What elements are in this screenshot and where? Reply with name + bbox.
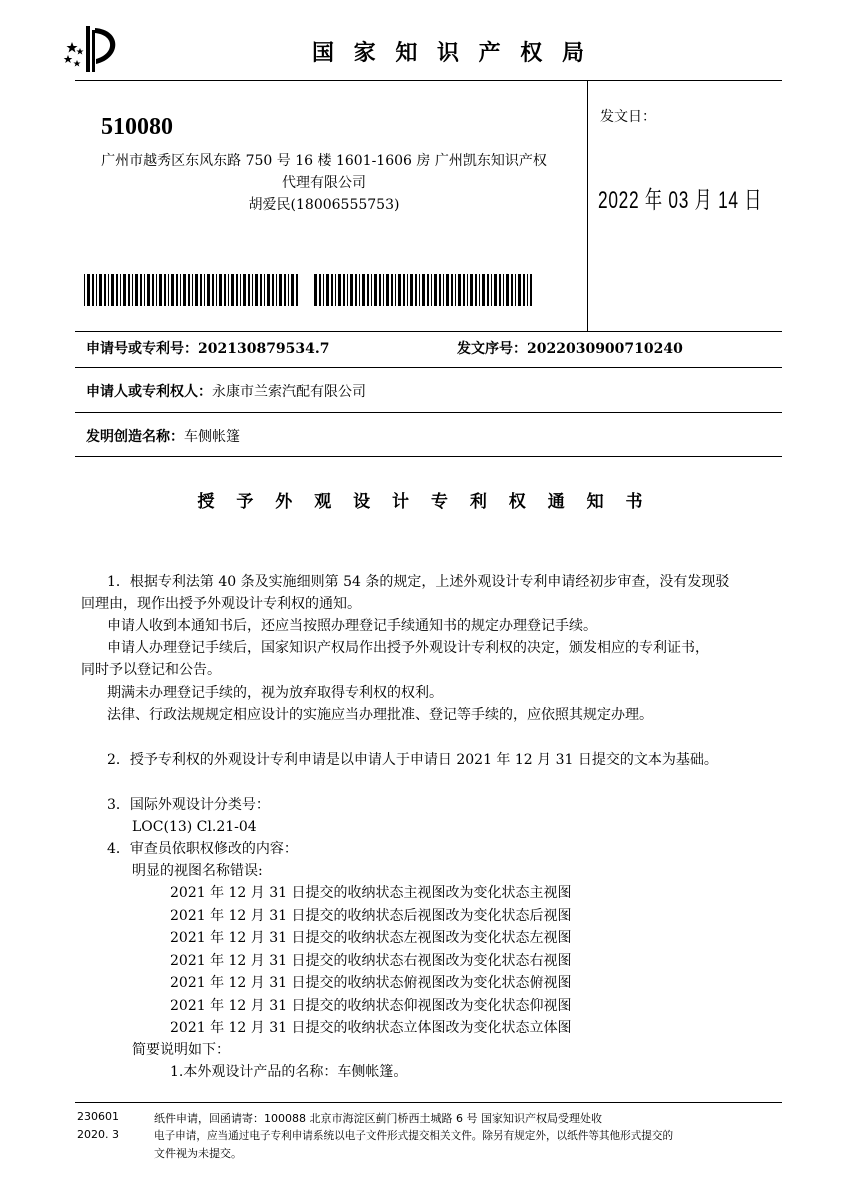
body-p1-line6: 期满未办理登记手续的，视为放弃取得专利权的权利。 <box>107 685 443 701</box>
correction-item: 2021 年 12 月 31 日提交的收纳状态俯视图改为变化状态俯视图 <box>170 975 572 991</box>
body-p1-line1: 1．根据专利法第 40 条及实施细则第 54 条的规定，上述外观设计专利申请经初步审查，没有发现驳 <box>107 574 730 590</box>
application-number-value: 202130879534.7 <box>198 341 330 357</box>
body-p1-line3: 申请人收到本通知书后，还应当按照办理登记手续通知书的规定办理登记手续。 <box>107 618 597 634</box>
barcode-left <box>84 274 298 306</box>
fields-rule-4 <box>75 456 782 457</box>
serial-number <box>457 338 683 358</box>
brief-item: 1.本外观设计产品的名称：车侧帐篷。 <box>170 1064 408 1080</box>
classification-value: LOC(13) Cl.21-04 <box>132 819 257 835</box>
body-p1-line7: 法律、行政法规规定相应设计的实施应当办理批准、登记等手续的，应依照其规定办理。 <box>107 707 653 723</box>
footer-code-2: 2020. 3 <box>77 1128 119 1141</box>
header-top-rule <box>75 80 782 81</box>
body-p2: 2．授予专利权的外观设计专利申请是以申请人于申请日 2021 年 12 月 31 日提交的文本为基础。 <box>107 752 718 768</box>
correction-item: 2021 年 12 月 31 日提交的收纳状态右视图改为变化状态右视图 <box>170 952 572 969</box>
body-p1-line4: 申请人办理登记手续后，国家知识产权局作出授予外观设计专利权的决定，颁发相应的专利证书， <box>107 640 709 656</box>
body-p4: 4．审查员依职权修改的内容： <box>107 841 298 857</box>
correction-item: 2021 年 12 月 31 日提交的收纳状态后视图改为变化状态后视图 <box>170 907 572 924</box>
invention-name-label: 发明创造名称： <box>86 429 184 445</box>
invention-name <box>86 426 240 446</box>
footer-text-1: 纸件申请，回函请寄：100088 北京市海淀区蓟门桥西土城路 6 号 国家知识产权局受理处收 <box>154 1112 602 1125</box>
correction-item: 2021 年 12 月 31 日提交的收纳状态左视图改为变化状态左视图 <box>170 930 572 946</box>
header-divider <box>587 80 588 331</box>
applicant-value: 永康市兰索汽配有限公司 <box>212 384 366 400</box>
body-p3: 3．国际外观设计分类号： <box>107 797 270 813</box>
barcode-right <box>314 274 532 306</box>
fields-rule-2 <box>75 367 782 368</box>
serial-number-label: 发文序号： <box>457 341 527 357</box>
correction-item: 2021 年 12 月 31 日提交的收纳状态立体图改为变化状态立体图 <box>170 1020 572 1036</box>
address-line-2: 代理有限公司 <box>282 175 366 191</box>
body-p1-line5: 同时予以登记和公告。 <box>81 662 221 678</box>
invention-name-value: 车侧帐篷 <box>184 429 240 445</box>
postcode: 510080 <box>101 114 173 140</box>
application-number <box>86 338 330 358</box>
applicant-label: 申请人或专利权人： <box>86 384 212 400</box>
fields-rule-3 <box>75 412 782 413</box>
fields-rule-1 <box>75 331 782 332</box>
notice-title: 授 予 外 观 设 计 专 利 权 通 知 书 <box>197 492 651 512</box>
correction-item: 2021 年 12 月 31 日提交的收纳状态主视图改为变化状态主视图 <box>170 885 572 901</box>
application-number-label: 申请号或专利号： <box>86 341 198 357</box>
footer-rule <box>75 1102 782 1103</box>
issue-date-value: 2022 年 03 月 14 日 <box>598 187 763 214</box>
body-p4-sub: 明显的视图名称错误: <box>132 863 263 879</box>
office-name: 国 家 知 识 产 权 局 <box>312 41 590 66</box>
applicant <box>86 381 366 401</box>
cnipa-logo-icon <box>60 22 128 74</box>
address-line-1: 广州市越秀区东风东路 750 号 16 楼 1601-1606 房 广州凯东知识产权 <box>101 153 547 169</box>
body-p1-line2: 回理由，现作出授予外观设计专利权的通知。 <box>81 596 361 612</box>
footer-text-3: 文件视为未提交。 <box>154 1147 242 1160</box>
footer-text-2: 电子申请，应当通过电子专利申请系统以电子文件形式提交相关文件。除另有规定外，以纸件等其他形式提交的 <box>154 1130 674 1142</box>
brief-label: 简要说明如下： <box>132 1042 230 1058</box>
correction-item: 2021 年 12 月 31 日提交的收纳状态仰视图改为变化状态仰视图 <box>170 997 572 1014</box>
serial-number-value: 2022030900710240 <box>527 341 683 357</box>
contact-person: 胡爱民(18006555753) <box>248 197 400 213</box>
footer-code-1: 230601 <box>77 1110 119 1123</box>
issue-date-label: 发文日： <box>600 109 656 125</box>
